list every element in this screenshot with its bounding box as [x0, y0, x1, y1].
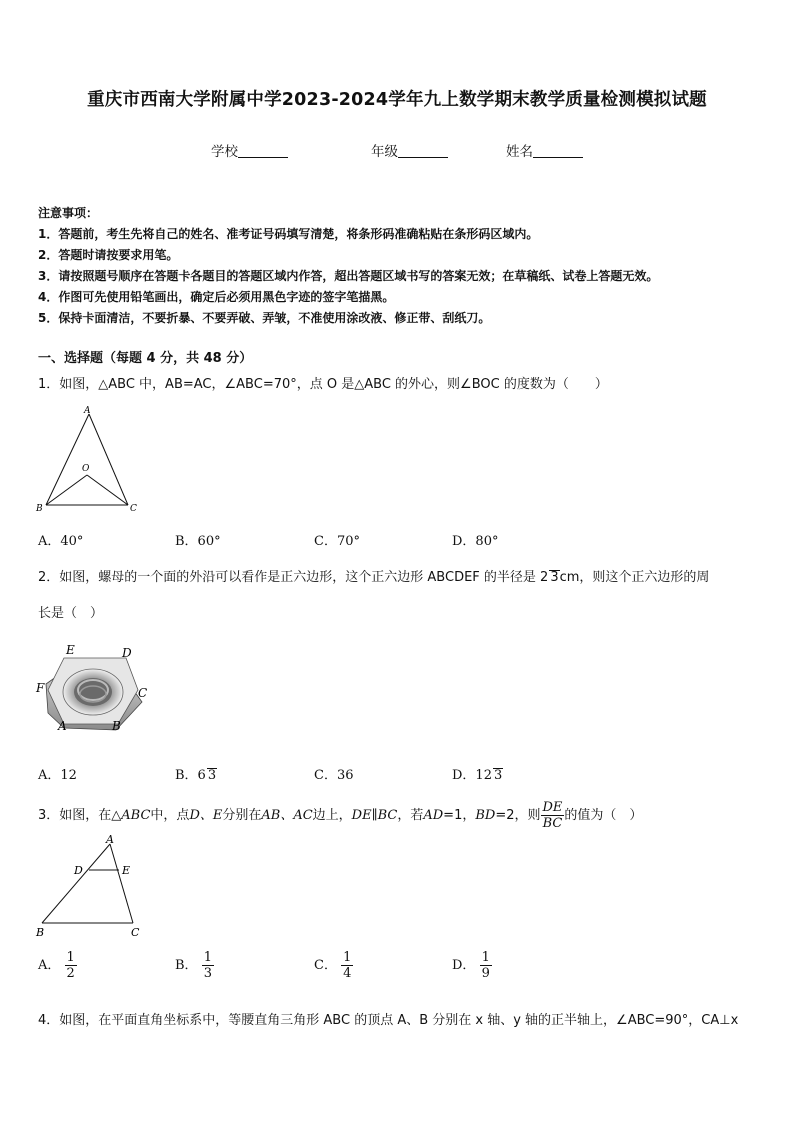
note-item: 5．保持卡面清洁，不要折暴、不要弄破、弄皱，不准使用涂改液、修正带、刮纸刀。 — [38, 311, 491, 325]
question-2-text-line2: 长是（ ） — [38, 606, 104, 621]
q3-label-a: A — [106, 833, 114, 846]
q3-text-seg: 的值为（ ） — [564, 808, 643, 823]
q2-option-c[interactable] — [314, 764, 354, 783]
section-heading: 一、选择题（每题 4 分，共 48 分） — [38, 351, 253, 366]
q3-option-b-letter: B． — [175, 958, 198, 973]
grade-blank[interactable] — [398, 144, 448, 158]
q2-label-f: F — [36, 681, 45, 695]
q2-label-e: E — [66, 643, 75, 657]
q3-text-seg: D、E — [189, 808, 223, 823]
q2-option-b-sqrt: 3 — [207, 768, 217, 783]
q3-label-c: C — [131, 926, 140, 939]
q2-option-c-text: C．36 — [314, 768, 354, 783]
question-1-text: 1．如图，△ABC 中，AB=AC，∠ABC=70°，点 O 是△ABC 的外心，则∠BOC 的度数为（ ） — [38, 377, 608, 392]
q3-option-c[interactable] — [314, 950, 353, 981]
note-item: 4．作图可先使用铅笔画出，确定后必须用黑色字迹的签字笔描黑。 — [38, 290, 395, 304]
q3-frac-den: BC — [542, 816, 563, 831]
note-item: 3．请按照题号顺序在答题卡各题目的答题区域内作答，超出答题区域书写的答案无效；在草稿纸、试卷上答题无效。 — [38, 269, 659, 283]
q2-option-d-text: D．12 — [452, 768, 492, 783]
frac-num: 1 — [66, 950, 75, 965]
q3-text-seg: DE∥BC — [351, 808, 398, 823]
note-item: 1．答题前，考生先将自己的姓名、准考证号码填写清楚，将条形码准确粘贴在条形码区域内。 — [38, 227, 539, 241]
question-2-text — [38, 566, 709, 585]
q2-label-a: A — [58, 719, 67, 733]
q1-label-c: C — [130, 504, 137, 514]
q3-triangle-figure — [34, 832, 154, 942]
q1-option-b[interactable]: B．60° — [175, 534, 221, 549]
note-item: 2．答题时请按要求用笔。 — [38, 248, 179, 262]
q3-option-d-letter: D． — [452, 958, 476, 973]
q3-text-seg: AD — [423, 808, 444, 823]
q3-text-seg: ，若 — [397, 808, 424, 823]
q2-text-c: cm，则这个正六边形的周 — [559, 570, 710, 585]
name-label: 姓名 — [506, 144, 533, 160]
q3-text-seg: △ABC — [111, 808, 151, 823]
q3-option-d[interactable] — [452, 950, 492, 981]
q2-option-b-text: B．6 — [175, 768, 206, 783]
q3-option-b-frac — [202, 950, 214, 981]
q2-text-a: 2．如图，螺母的一个面的外沿可以看作是正六边形，这个正六边形 ABCDEF 的半径是 2 — [38, 570, 549, 585]
frac-num: 1 — [343, 950, 352, 965]
q2-label-b: B — [112, 719, 121, 733]
q3-label-e: E — [122, 864, 131, 877]
q3-option-a[interactable] — [38, 950, 77, 981]
q3-fraction — [541, 800, 565, 831]
q2-option-a-text: A．12 — [38, 768, 77, 783]
name-blank[interactable] — [533, 144, 583, 158]
q1-label-o: O — [82, 464, 90, 474]
q3-text-seg: 中，点 — [150, 808, 190, 823]
q3-text-seg: =2，则 — [495, 808, 541, 823]
school-blank[interactable] — [238, 144, 288, 158]
q1-option-a[interactable]: A．40° — [38, 534, 84, 549]
notes-block — [38, 203, 658, 329]
frac-den: 9 — [481, 966, 490, 981]
q1-label-b: B — [36, 504, 43, 514]
q3-option-b[interactable] — [175, 950, 214, 981]
q3-label-b: B — [36, 926, 45, 939]
q1-triangle-figure — [34, 404, 144, 516]
q3-text-seg: BD — [475, 808, 496, 823]
frac-num: 1 — [203, 950, 212, 965]
notes-heading: 注意事项： — [38, 206, 99, 220]
question-3-text — [38, 800, 642, 831]
name-field — [506, 140, 583, 160]
q3-text-seg: 3．如图，在 — [38, 808, 112, 823]
frac-num: 1 — [481, 950, 490, 965]
q3-text-seg: 分别在 — [222, 808, 262, 823]
q3-option-d-frac — [480, 950, 492, 981]
school-label: 学校 — [211, 144, 238, 160]
q3-option-c-frac — [341, 950, 353, 981]
q3-label-d: D — [74, 864, 83, 877]
q2-hex-nut-figure — [34, 640, 154, 745]
q2-option-b[interactable] — [175, 764, 217, 783]
frac-den: 3 — [203, 966, 212, 981]
q2-sqrt: 3 — [550, 570, 559, 585]
q2-option-a[interactable] — [38, 764, 77, 783]
q3-text-seg: 边上， — [312, 808, 352, 823]
q3-option-a-letter: A． — [38, 958, 61, 973]
grade-label: 年级 — [371, 144, 398, 160]
q3-text-seg: AB、AC — [261, 808, 313, 823]
q1-label-a: A — [84, 406, 91, 416]
school-field — [211, 140, 288, 160]
q2-label-d: D — [122, 646, 132, 660]
q3-text-seg: =1， — [443, 808, 476, 823]
q1-option-d[interactable]: D．80° — [452, 534, 499, 549]
q2-option-d-sqrt: 3 — [493, 768, 503, 783]
q3-frac-num: DE — [542, 800, 563, 815]
grade-field — [371, 140, 448, 160]
frac-den: 2 — [66, 966, 75, 981]
q3-option-a-frac — [65, 950, 77, 981]
q1-option-c[interactable]: C．70° — [314, 534, 360, 549]
question-4-text: 4．如图，在平面直角坐标系中，等腰直角三角形 ABC 的顶点 A、B 分别在 x 轴、y 轴的正半轴上，∠ABC=90°，CA⊥x — [38, 1013, 739, 1028]
q3-option-c-letter: C． — [314, 958, 337, 973]
q2-label-c: C — [138, 686, 148, 700]
q2-option-d[interactable] — [452, 764, 503, 783]
frac-den: 4 — [343, 966, 352, 981]
exam-title: 重庆市西南大学附属中学2023-2024学年九上数学期末教学质量检测模拟试题 — [87, 90, 707, 110]
